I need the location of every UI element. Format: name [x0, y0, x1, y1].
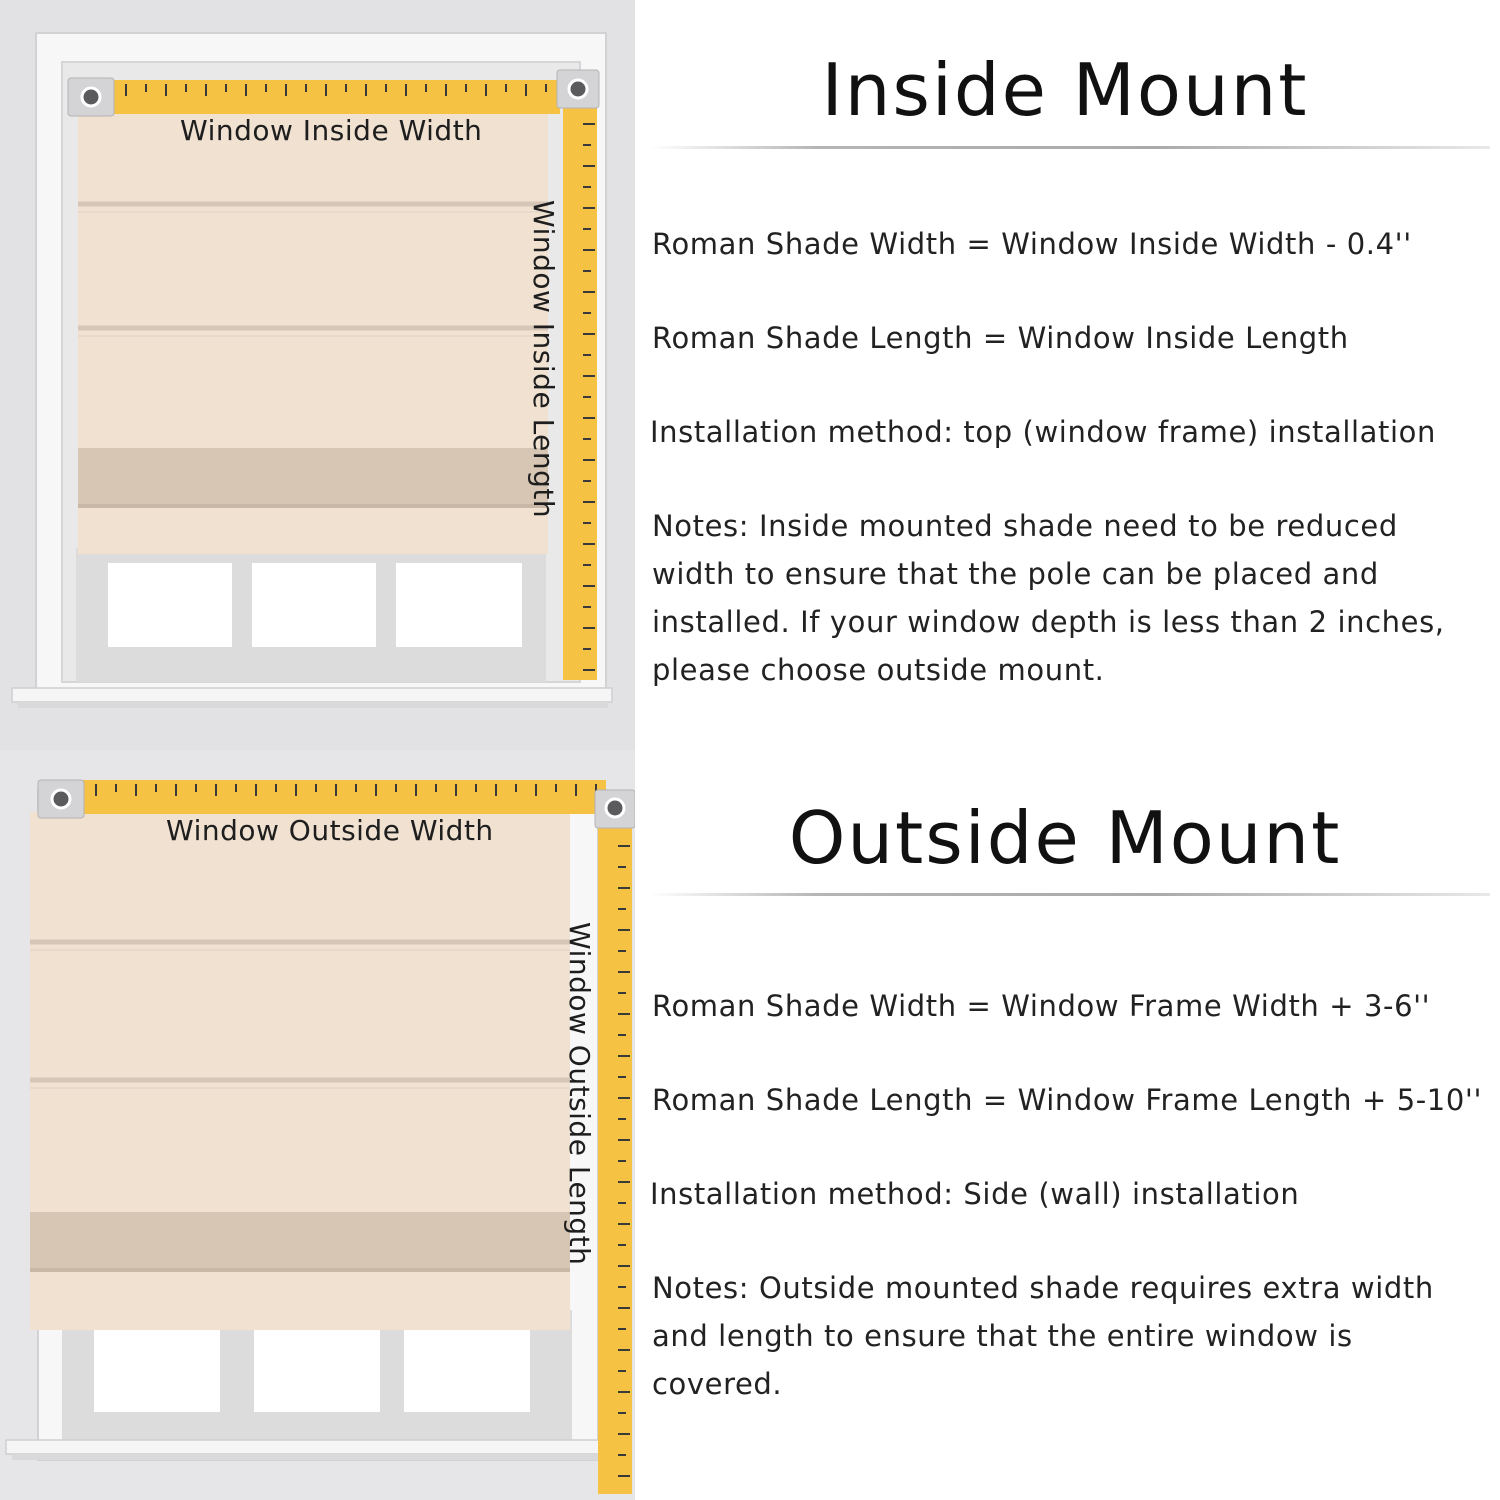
shade-fold-edge: [30, 1268, 570, 1272]
sill-shadow: [18, 702, 608, 708]
sill-shadow: [12, 1454, 608, 1460]
screw-icon: [52, 790, 70, 808]
inside-mount-illustration: [0, 0, 635, 750]
inside-notes: Notes: Inside mounted shade need to be reduced width to ensure that the pole can be placed and installed. If your window depth is less than 2 inches, please choose outside mount.: [652, 509, 1445, 687]
width-measuring-tape: [82, 780, 606, 814]
window-pane: [108, 563, 232, 647]
outside-length-label: Window Outside Length: [563, 922, 596, 1266]
window-pane: [94, 1328, 220, 1412]
inside-length-label: Window Inside Length: [527, 200, 560, 519]
inside-mount-title: Inside Mount: [821, 48, 1309, 132]
shade-bottom-fold: [78, 448, 548, 504]
outside-notes: Notes: Outside mounted shade requires extra width and length to ensure that the entire window is covered.: [652, 1271, 1434, 1401]
screw-icon: [569, 80, 587, 98]
title-divider: [650, 893, 1490, 896]
inside-installation-method: Installation method: top (window frame) installation: [650, 415, 1436, 449]
screw-icon: [606, 799, 624, 817]
inside-length-formula: Roman Shade Length = Window Inside Length: [652, 321, 1349, 355]
window-pane: [252, 563, 376, 647]
window-pane: [404, 1328, 530, 1412]
window-sill: [6, 1440, 608, 1454]
outside-width-label: Window Outside Width: [166, 814, 494, 847]
window-sill: [12, 688, 612, 702]
title-divider: [650, 146, 1490, 149]
inside-width-label: Window Inside Width: [180, 114, 483, 147]
screw-icon: [82, 88, 100, 106]
outside-width-formula: Roman Shade Width = Window Frame Width + 3-6'': [652, 989, 1431, 1023]
window-pane: [396, 563, 522, 647]
window-pane: [254, 1328, 380, 1412]
outside-mount-title: Outside Mount: [788, 796, 1342, 880]
outside-length-formula: Roman Shade Length = Window Frame Length + 5-10'': [652, 1083, 1483, 1117]
shade-fold-edge: [78, 504, 548, 508]
length-measuring-tape: [563, 108, 597, 680]
outside-mount-illustration: [0, 750, 635, 1500]
width-measuring-tape: [112, 80, 560, 114]
shade-bottom-fold: [30, 1212, 570, 1268]
outside-installation-method: Installation method: Side (wall) installation: [650, 1177, 1300, 1211]
outside-window-diagram: [0, 750, 635, 1500]
inside-width-formula: Roman Shade Width = Window Inside Width - 0.4'': [652, 227, 1412, 261]
